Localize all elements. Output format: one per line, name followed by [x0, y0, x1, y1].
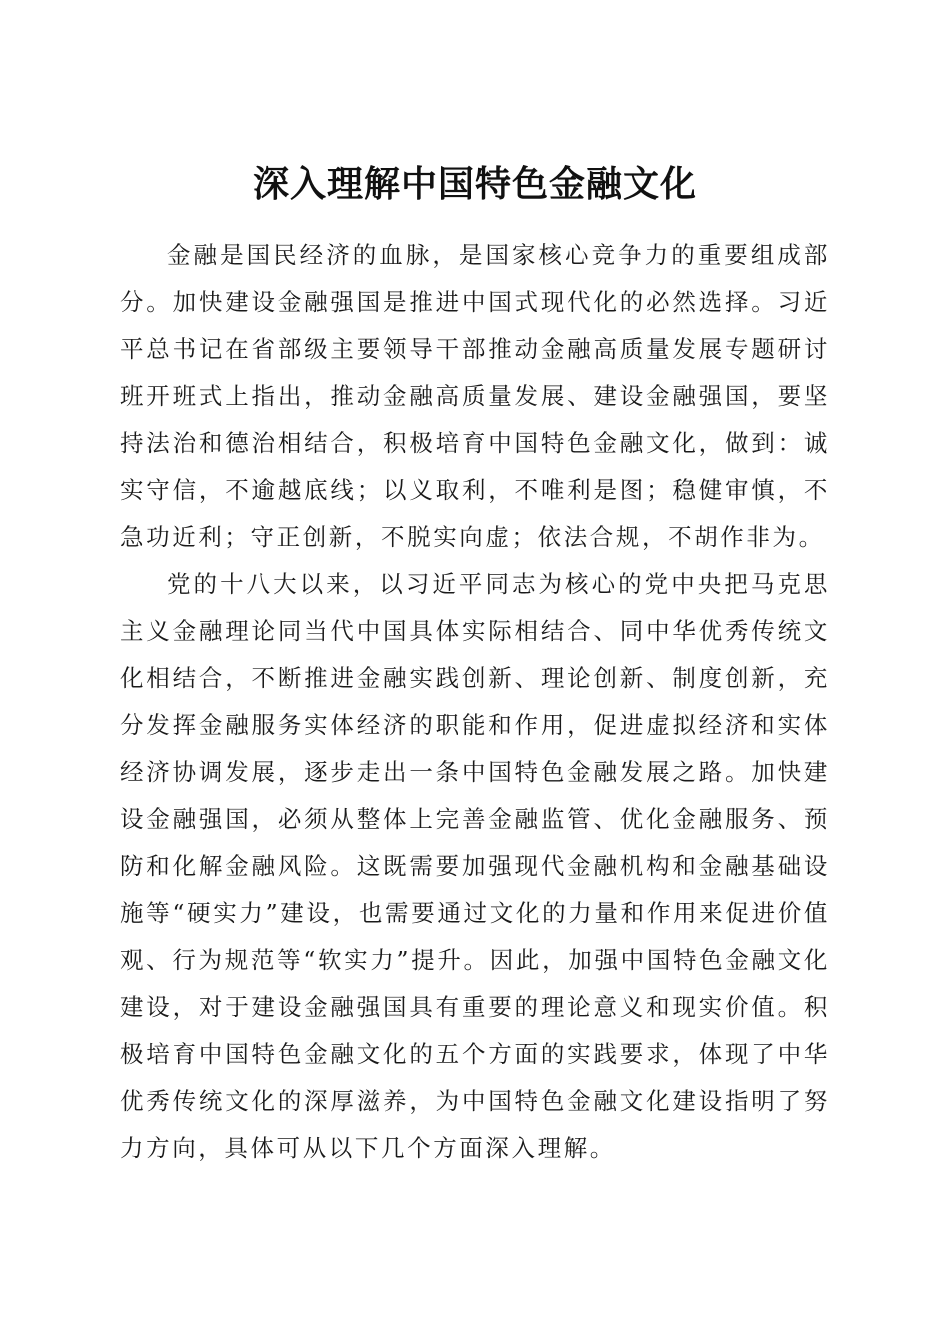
document-body [120, 232, 830, 1172]
document-title: 深入理解中国特色金融文化 [252, 163, 697, 206]
paragraph-1: 金融是国民经济的血脉，是国家核心竞争力的重要组成部分。加快建设金融强国是推进中国式现代化的必然选择。习近平总书记在省部级主要领导干部推动金融高质量发展专题研讨班开班式上指出，推动金融高质量发展、建设金融强国，要坚持法治和德治相结合，积极培育中国特色金融文化，做到：诚实守信，不逾越底线；以义取利，不唯利是图；稳健审慎，不急功近利；守正创新，不脱实向虚；依法合规，不胡作非为。 [120, 241, 830, 551]
paragraph-2: 党的十八大以来，以习近平同志为核心的党中央把马克思主义金融理论同当代中国具体实际相结合、同中华优秀传统文化相结合，不断推进金融实践创新、理论创新、制度创新，充分发挥金融服务实体经济的职能和作用，促进虚拟经济和实体经济协调发展，逐步走出一条中国特色金融发展之路。加快建设金融强国，必须从整体上完善金融监管、优化金融服务、预防和化解金融风险。这既需要加强现代金融机构和金融基础设施等“硬实力”建设，也需要通过文化的力量和作用来促进价值观、行为规范等“软实力”提升。因此，加强中国特色金融文化建设，对于建设金融强国具有重要的理论意义和现实价值。积极培育中国特色金融文化的五个方面的实践要求，体现了中华优秀传统文化的深厚滋养，为中国特色金融文化建设指明了努力方向，具体可从以下几个方面深入理解。 [120, 570, 830, 1162]
